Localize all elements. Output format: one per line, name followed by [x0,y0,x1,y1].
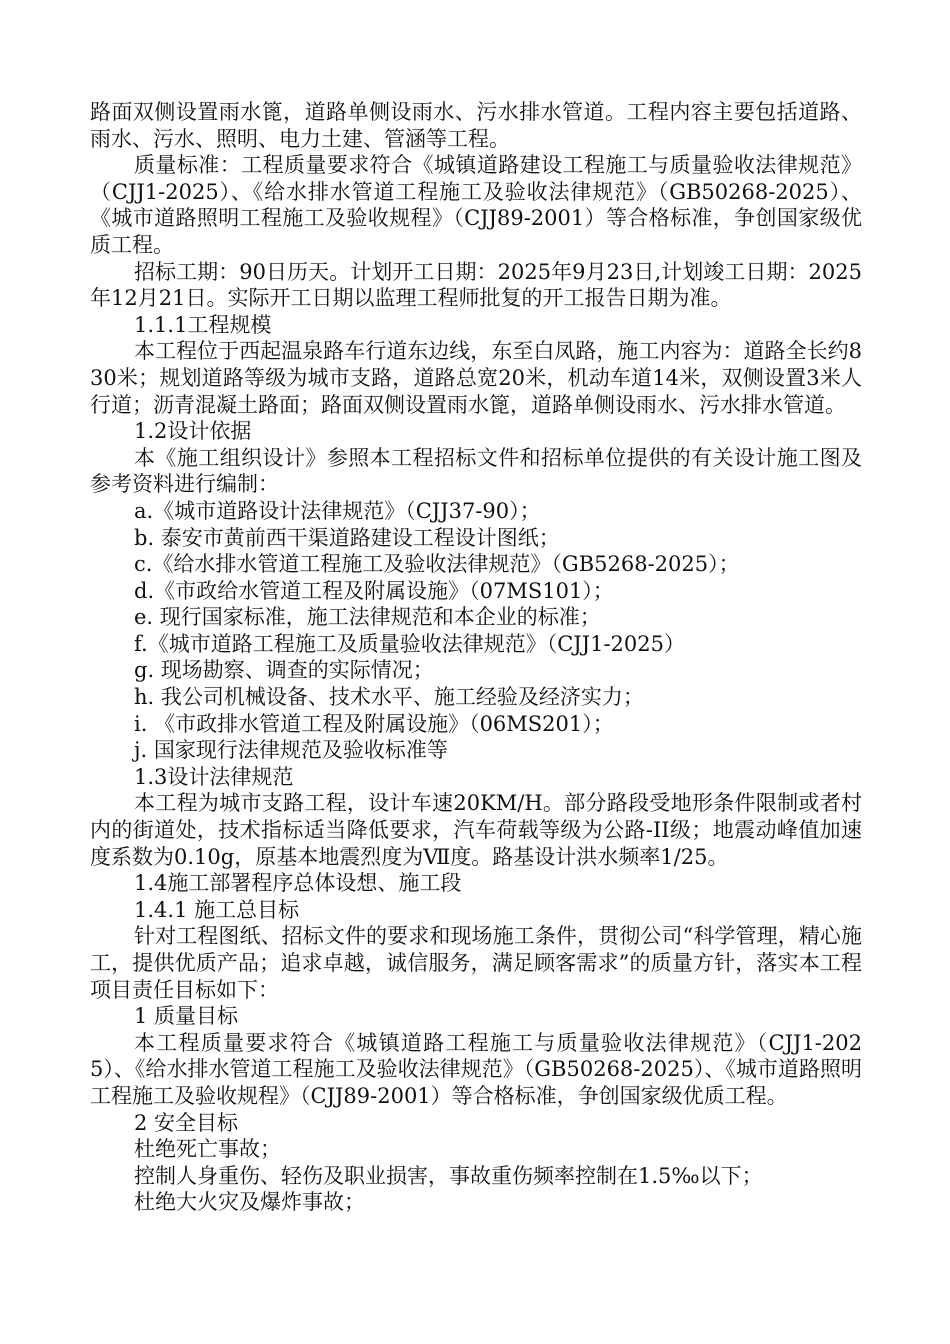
heading-safety-goal: 2 安全目标 [134,1110,239,1135]
heading-design-basis: 1.2设计依据 [134,419,252,444]
paragraph-overall-goal: 针对工程图纸、招标文件的要求和现场施工条件，贯彻公司“科学管理，精心施工，提供优质产品；追求卓越，诚信服务，满足顾客需求”的质量方针，落实本工程项目责任目标如下： [90,924,862,1002]
paragraph-safety-fire: 杜绝大火灾及爆炸事故； [134,1190,365,1215]
paragraph-safety-fatal: 杜绝死亡事故； [134,1137,281,1162]
paragraph-quality-goal: 本工程质量要求符合《城镇道路工程施工与质量验收法律规范》（CJJ1-2025）、《给水排水管道工程施工及验收法律规范》（GB50268-2025）、《城市道路照明工程施工及验收规程》（CJJ89-2001）等合格标准，争创国家级优质工程。 [90,1030,862,1108]
paragraph-project-scale: 本工程位于西起温泉路车行道东边线，东至白凤路，施工内容为：道路全长约830米；规划道路等级为城市支路，道路总宽20米，机动车道14米，双侧设置3米人行道；沥青混凝土路面；路面双侧设置雨水篦，道路单侧设雨水、污水排水管道。 [90,339,862,417]
list-item-j: j. 国家现行法律规范及验收标准等 [134,738,448,763]
list-item-b: b. 泰安市黄前西干渠道路建设工程设计图纸； [134,525,560,550]
paragraph-tender-period: 招标工期：90日历天。计划开工日期：2025年9月23日,计划竣工日期：2025年12月21日。实际开工日期以监理工程师批复的开工报告日期为准。 [90,259,862,311]
list-item-c: c.《给水排水管道工程施工及验收法律规范》（GB5268-2025）； [134,552,740,577]
paragraph-drainage-summary: 路面双侧设置雨水篦，道路单侧设雨水、污水排水管道。工程内容主要包括道路、雨水、污水、照明、电力土建、管涵等工程。 [90,100,862,151]
list-item-a: a.《城市道路设计法律规范》（CJJ37-90）； [134,498,541,523]
document-page [90,99,862,1216]
list-item-i: i. 《市政排水管道工程及附属设施》（06MS201）； [134,711,614,736]
heading-quality-goal: 1 质量目标 [134,1004,239,1029]
paragraph-design-basis: 本《施工组织设计》参照本工程招标文件和招标单位提供的有关设计施工图及参考资料进行编制： [90,445,862,497]
list-item-h: h. 我公司机械设备、技术水平、施工经验及经济实力； [134,685,644,710]
paragraph-design-code: 本工程为城市支路工程，设计车速20KM/H。部分路段受地形条件限制或者村内的街道处，技术指标适当降低要求，汽车荷载等级为公路-II级；地震动峰值加速度系数为0.10g，原基本地震烈度为Ⅶ度。路基设计洪水频率1/25。 [90,791,862,869]
list-item-f: f.《城市道路工程施工及质量验收法律规范》（CJJ1-2025） [134,631,686,656]
heading-design-code: 1.3设计法律规范 [134,764,294,789]
heading-overall-goal: 1.4.1 施工总目标 [134,897,300,922]
list-item-e: e. 现行国家标准，施工法律规范和本企业的标准； [134,605,601,630]
heading-construction-deployment: 1.4施工部署程序总体设想、施工段 [134,871,462,896]
paragraph-quality-standard: 质量标准：工程质量要求符合《城镇道路建设工程施工与质量验收法律规范》（CJJ1-2025）、《给水排水管道工程施工及验收法律规范》（GB50268-2025）、《城市道路照明工程施工及验收规程》（CJJ89-2001）等合格标准，争创国家级优质工程。 [90,153,862,257]
list-item-g: g. 现场勘察、调查的实际情况； [134,658,434,683]
heading-project-scale: 1.1.1工程规模 [134,312,272,337]
list-item-d: d.《市政给水管道工程及附属设施》（07MS101）； [134,578,614,603]
paragraph-safety-injury: 控制人身重伤、轻伤及职业损害，事故重伤频率控制在1.5‰以下； [134,1163,763,1188]
